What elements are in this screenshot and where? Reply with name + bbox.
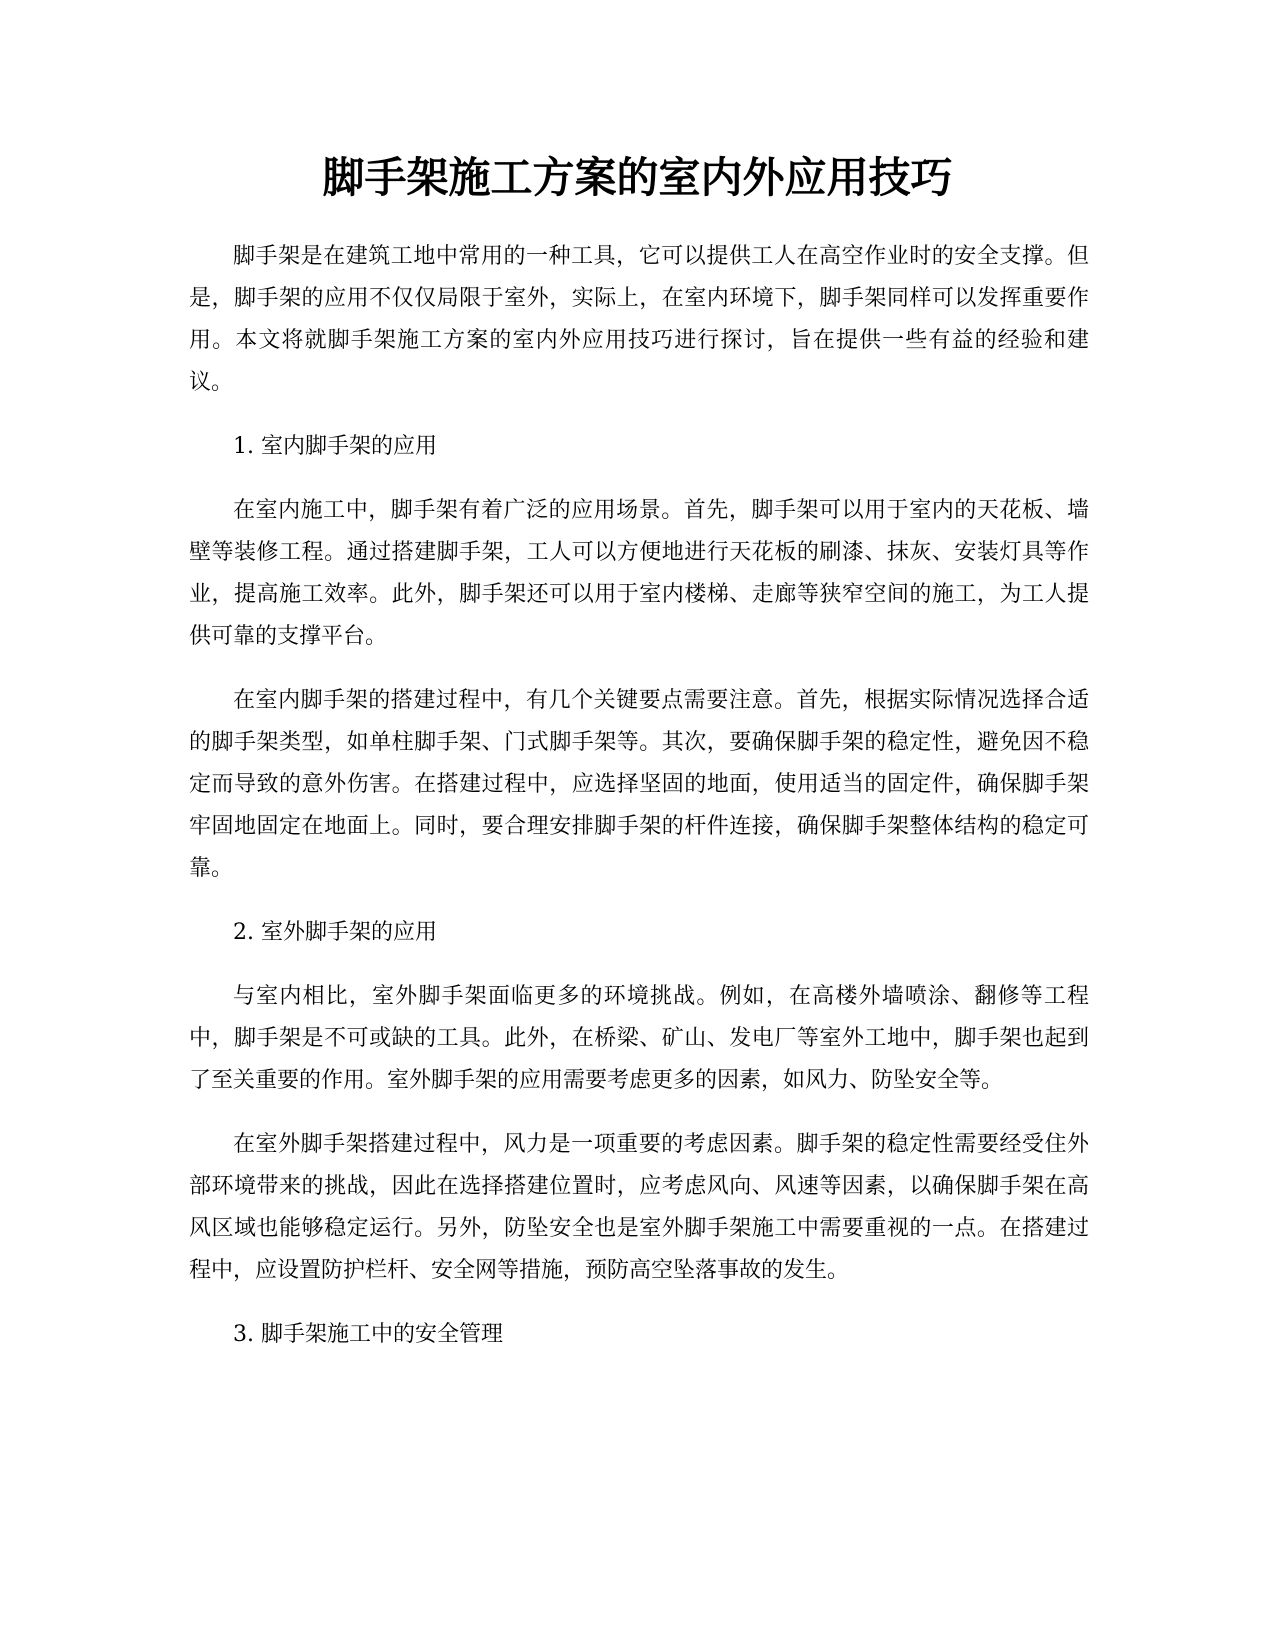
section-heading-indoor: 1. 室内脚手架的应用 [233, 434, 437, 459]
section-heading-safety: 3. 脚手架施工中的安全管理 [233, 1322, 503, 1347]
outdoor-paragraph-1: 与室内相比，室外脚手架面临更多的环境挑战。例如，在高楼外墙喷涂、翻修等工程中，脚手架是不可或缺的工具。此外，在桥梁、矿山、发电厂等室外工地中，脚手架也起到了至关重要的作用。室外脚手架的应用需要考虑更多的因素，如风力、防坠安全等。 [189, 984, 1089, 1093]
outdoor-paragraph-2: 在室外脚手架搭建过程中，风力是一项重要的考虑因素。脚手架的稳定性需要经受住外部环境带来的挑战，因此在选择搭建位置时，应考虑风向、风速等因素，以确保脚手架在高风区域也能够稳定运行。另外，防坠安全也是室外脚手架施工中需要重视的一点。在搭建过程中，应设置防护栏杆、安全网等措施，预防高空坠落事故的发生。 [189, 1132, 1089, 1283]
indoor-paragraph-2: 在室内脚手架的搭建过程中，有几个关键要点需要注意。首先，根据实际情况选择合适的脚手架类型，如单柱脚手架、门式脚手架等。其次，要确保脚手架的稳定性，避免因不稳定而导致的意外伤害。在搭建过程中，应选择坚固的地面，使用适当的固定件，确保脚手架牢固地固定在地面上。同时，要合理安排脚手架的杆件连接，确保脚手架整体结构的稳定可靠。 [189, 688, 1089, 881]
intro-paragraph: 脚手架是在建筑工地中常用的一种工具，它可以提供工人在高空作业时的安全支撑。但是，脚手架的应用不仅仅局限于室外，实际上，在室内环境下，脚手架同样可以发挥重要作用。本文将就脚手架施工方案的室内外应用技巧进行探讨，旨在提供一些有益的经验和建议。 [189, 244, 1089, 395]
document-title: 脚手架施工方案的室内外应用技巧 [322, 153, 953, 202]
section-heading-outdoor: 2. 室外脚手架的应用 [233, 920, 437, 945]
indoor-paragraph-1: 在室内施工中，脚手架有着广泛的应用场景。首先，脚手架可以用于室内的天花板、墙壁等装修工程。通过搭建脚手架，工人可以方便地进行天花板的刷漆、抹灰、安装灯具等作业，提高施工效率。此外，脚手架还可以用于室内楼梯、走廊等狭窄空间的施工，为工人提供可靠的支撑平台。 [189, 498, 1089, 649]
document-body [189, 236, 1089, 1378]
